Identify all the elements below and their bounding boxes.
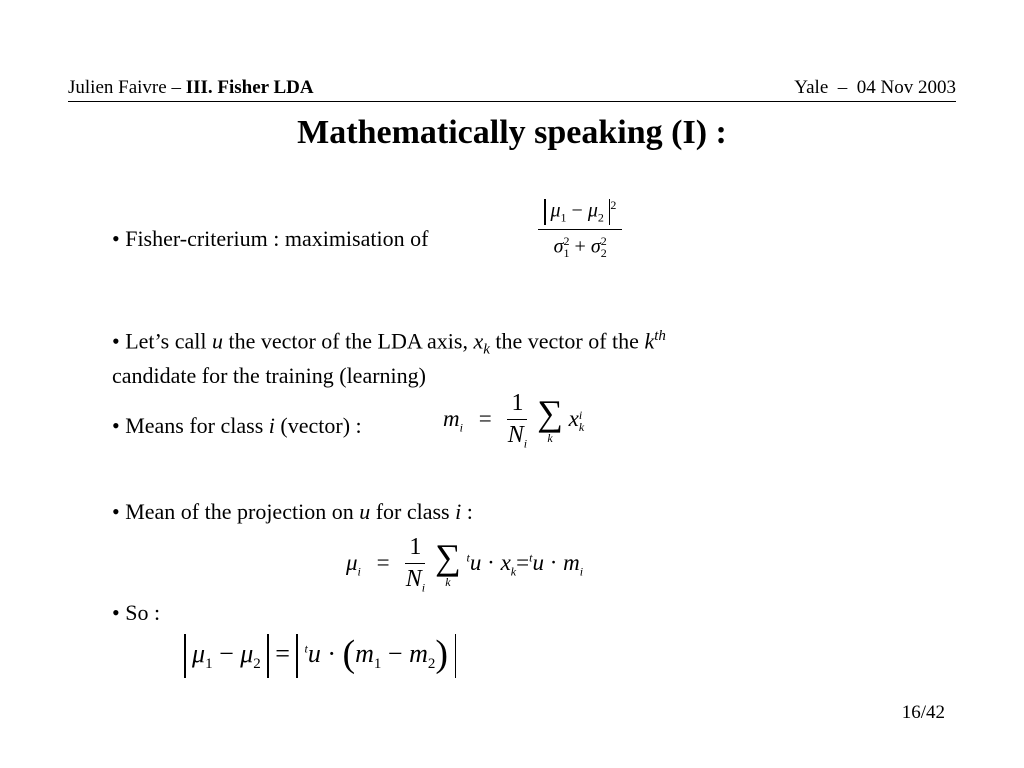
var-u: u: [307, 639, 321, 668]
m-sub-i: i: [579, 564, 584, 579]
numerator-one: 1: [507, 390, 527, 420]
header-rule: [68, 101, 956, 102]
N-sub-i: i: [523, 436, 528, 451]
means-text-2: (vector) :: [274, 413, 362, 438]
mu-symbol: μ: [192, 639, 206, 668]
m-sub-1: 1: [373, 656, 382, 673]
m-sub-i: i: [459, 420, 463, 435]
sigma-sub-1: 1: [563, 246, 570, 261]
means-formula: [443, 390, 584, 452]
sum-symbol: ∑: [435, 537, 461, 578]
left-paren: (: [342, 633, 356, 675]
equals-sign: =: [275, 639, 290, 668]
right-paren: ): [435, 633, 449, 675]
abs-bar: [455, 634, 457, 678]
superscript-th: th: [654, 328, 666, 344]
numerator-one: 1: [405, 534, 425, 564]
minus-operator: −: [387, 639, 403, 668]
header-author: Julien Faivre: [68, 77, 167, 98]
mu-symbol: μ: [587, 199, 598, 222]
x-sub-k: k: [510, 564, 517, 579]
abs-bar: [267, 634, 269, 678]
letscall-text-2: the vector of the LDA axis,: [222, 328, 474, 354]
m-sub-2: 2: [427, 656, 436, 673]
equals-sign: =: [478, 406, 492, 432]
transpose-t: t: [304, 641, 308, 656]
sum-symbol: ∑: [537, 393, 563, 434]
mu-symbol: μ: [240, 639, 254, 668]
so-formula: [184, 632, 456, 678]
sigma-symbol: σ: [553, 235, 564, 258]
sigma-sup-2: 2: [600, 233, 607, 248]
header-left: [68, 77, 314, 99]
mu-sub-i: i: [357, 564, 361, 579]
square-exponent: 2: [610, 198, 617, 212]
fisher-criterion-formula: [538, 198, 622, 261]
bullet-letscall-line1: [112, 328, 666, 359]
transpose-t: t: [466, 550, 470, 565]
means-text-1: • Means for class: [112, 413, 269, 438]
mu-sub-1: 1: [560, 210, 567, 225]
equals-sign: =: [516, 550, 530, 576]
var-i: i: [455, 499, 462, 524]
bullet-means-text: [112, 413, 362, 439]
mu-sub-2: 2: [597, 210, 604, 225]
equals-sign: =: [376, 550, 390, 576]
var-m: m: [355, 639, 374, 668]
slide-title: Mathematically speaking (I) :: [297, 114, 727, 151]
sum-sub-k: k: [547, 431, 553, 446]
minus-operator: −: [571, 199, 583, 222]
mu-symbol: μ: [550, 199, 561, 222]
var-u: u: [469, 550, 482, 576]
letscall-text-3: the vector of the: [489, 328, 645, 354]
abs-bar: [184, 634, 186, 678]
var-m: m: [563, 550, 580, 576]
sum-sub-k: k: [445, 575, 451, 590]
plus-operator: +: [574, 235, 586, 258]
dot-operator: ·: [487, 550, 495, 576]
header-date: 04 Nov 2003: [856, 77, 956, 98]
dot-operator: ·: [327, 639, 336, 668]
mu-sub-1: 1: [205, 656, 213, 673]
var-k: k: [644, 328, 655, 354]
projection-formula: [346, 534, 583, 596]
var-m: m: [409, 639, 428, 668]
mu-symbol: μ: [346, 550, 358, 576]
var-x: x: [500, 550, 511, 576]
var-N: N: [405, 566, 422, 592]
header-date-separator: –: [837, 77, 848, 98]
header-right: [794, 77, 956, 99]
var-i: i: [268, 413, 275, 438]
N-sub-i: i: [421, 580, 426, 595]
projection-text-3: :: [461, 499, 473, 524]
transpose-t: t: [529, 550, 533, 565]
var-u: u: [359, 499, 371, 524]
header-separator: –: [171, 77, 181, 98]
header-section: III. Fisher LDA: [185, 77, 314, 98]
bullet-projection-text: [112, 499, 473, 525]
var-x-sub-k: k: [483, 341, 490, 358]
minus-operator: −: [219, 639, 234, 668]
var-u: u: [532, 550, 544, 576]
projection-text-1: • Mean of the projection on: [112, 499, 360, 524]
mu-sub-2: 2: [253, 656, 261, 673]
sigma-sup-1: 2: [563, 233, 570, 248]
var-m: m: [443, 406, 460, 432]
var-N: N: [507, 422, 524, 448]
x-sub-k: k: [578, 419, 585, 434]
bullet-so-text: • So :: [112, 600, 161, 625]
bullet-fisher-text: • Fisher-criterium : maximisation of: [112, 226, 429, 251]
sigma-symbol: σ: [590, 235, 601, 258]
projection-text-2: for class: [370, 499, 456, 524]
bullet-letscall-line2: candidate for the training (learning): [112, 363, 426, 388]
var-x: x: [473, 328, 484, 354]
letscall-text-1: • Let’s call: [112, 328, 212, 354]
abs-bar: [296, 634, 298, 678]
var-x: x: [568, 406, 579, 432]
x-sup-i: i: [578, 407, 583, 422]
var-u: u: [211, 328, 223, 354]
dot-operator: ·: [549, 550, 558, 576]
sigma-sub-2: 2: [600, 246, 607, 261]
page-number: 16/42: [901, 702, 945, 723]
abs-bar-left: [544, 199, 546, 225]
header-place: Yale: [794, 77, 829, 98]
